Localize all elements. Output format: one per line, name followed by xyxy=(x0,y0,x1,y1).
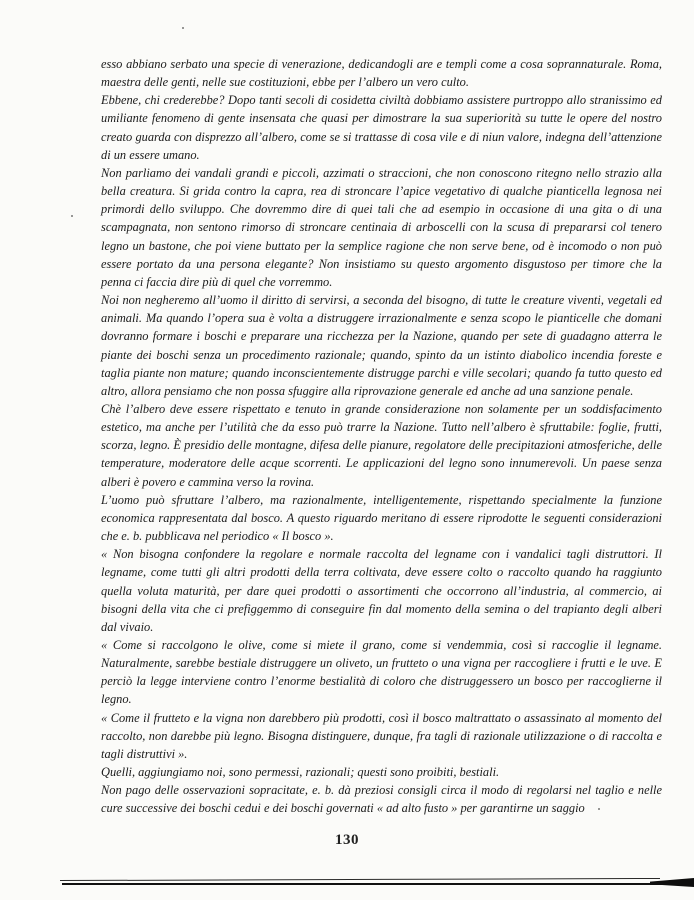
paragraph: « Come il frutteto e la vigna non darebbero più prodotti, così il bosco maltrattato o assassinato al momento del raccolto, non darebbe più legno. Bisogna distinguere, dunque, fra tagli di razionale utilizzazione o di raccolta e tagli distruttivi ». xyxy=(101,710,662,761)
paragraph: « Non bisogna confondere la regolare e normale raccolta del legname con i vandalici tagli distruttori. Il legname, come tutti gli altri prodotti della terra coltivata, deve essere colto o raccolto quando ha raggiunto quella voluta maturità, per dare quei prodotti o assortimenti che occorrono all’industria, al commercio, ai bisogni della vita che ci prefiggemmo di conseguire fin dal momento della semina o del trapianto degli alberi dal vivaio. xyxy=(101,547,662,634)
page-number: 130 xyxy=(335,832,359,848)
paragraph: esso abbiano serbato una specie di venerazione, dedicandogli are e templi come a cosa soprannaturale. Roma, maestra delle genti, nelle sue costituzioni, ebbe per l’albero un vero culto. xyxy=(101,57,662,90)
paragraph: Chè l’albero deve essere rispettato e tenuto in grande considerazione non solamente per un soddisfacimento estetico, ma anche per l’utilità che da esso può trarre la Nazione. Tutto nell’albero è sfruttabile: foglie, frutti, scorza, legno. È presidio delle montagne, difesa delle pianure, regolatore delle precipitazioni atmosferiche, delle temperature, moderatore delle acque scorrenti. Le applicazioni del legno sono innumerevoli. Un paese senza alberi è povero e cammina verso la rovina. xyxy=(101,401,662,489)
paragraph: Noi non negheremo all’uomo il diritto di servirsi, a seconda del bisogno, di tutte le creature viventi, vegetali ed animali. Ma quando l’opera sua è volta a distruggere irrazionalmente e senza scopo le pianticelle che domani dovranno formare i boschi e preparare una ricchezza per la Nazione, quando per sete di guadagno atterra le piante dei boschi senza un procedimento razionale; quando, spinto da un istinto diabolico incendia foreste e taglia piante non mature; quando inconscientemente distrugge parchi e ville secolari; quando fa tutto questo ed altro, allora pensiamo che non possa sfuggire alla riprovazione generale ed anche ad una sanzione penale. xyxy=(101,293,662,398)
paragraph: Non parliamo dei vandali grandi e piccoli, azzimati o straccioni, che non conoscono ritegno nello strazio alla bella creatura. Si grida contro la capra, rea di stroncare l’apice vegetativo di qualche pianticella legnosa nei primordi dello sviluppo. Che dovremmo dire di quei tali che ad esempio in occasione di una gita o di una scampagnata, non sentono rimorso di stroncare centinaia di arboscelli con la scusa di prepararsi col tenero legno un bastone, che poi viene buttato per la semplice ragione che non serve bene, od è incomodo o non può essere portato da una persona elegante? Non insistiamo su questo argomento disgustoso per timore che la penna ci faccia dire più di quel che vorremmo. xyxy=(101,165,662,289)
paragraph: L’uomo può sfruttare l’albero, ma razionalmente, intelligentemente, rispettando specialmente la funzione economica rappresentata dal bosco. A questo riguardo meritano di essere riprodotte le seguenti considerazioni che e. b. pubblicava nel periodico « Il bosco ». xyxy=(101,492,662,544)
paragraph: Ebbene, chi crederebbe? Dopo tanti secoli di cosidetta civiltà dobbiamo assistere purtroppo allo stranissimo ed umiliante fenomeno di gente insensata che quasi per dimostrare la sua superiorità su tutte le opere del nostro creato guarda con disprezzo all’albero, come se si trattasse di cosa vile e di niun valore, indegna dell’attenzione di un essere umano. xyxy=(101,93,662,162)
scan-speck xyxy=(598,808,600,810)
paragraph: « Come si raccolgono le olive, come si miete il grano, come si vendemmia, così si raccoglie il legname. Naturalmente, sarebbe bestiale distruggere un oliveto, un frutteto o una vigna per raccogliere i frutti e le uve. E perciò la legge interviene contro l’enorme bestialità di coloro che distruggessero un bosco per raccoglierne il legno. xyxy=(101,638,662,707)
scan-speck xyxy=(182,27,184,29)
scan-speck xyxy=(71,215,73,217)
paragraph: Quelli, aggiungiamo noi, sono permessi, razionali; questi sono proibiti, bestiali. xyxy=(101,765,500,780)
paragraph: Non pago delle osservazioni sopracitate, e. b. dà preziosi consigli circa il modo di regolarsi nel taglio e nelle cure successive dei boschi cedui e dei boschi governati « ad alto fusto » per garantirne un saggio xyxy=(101,783,662,816)
body-text xyxy=(101,55,662,818)
bottom-rule-thick xyxy=(62,883,682,885)
bottom-rule-thin xyxy=(60,878,660,881)
